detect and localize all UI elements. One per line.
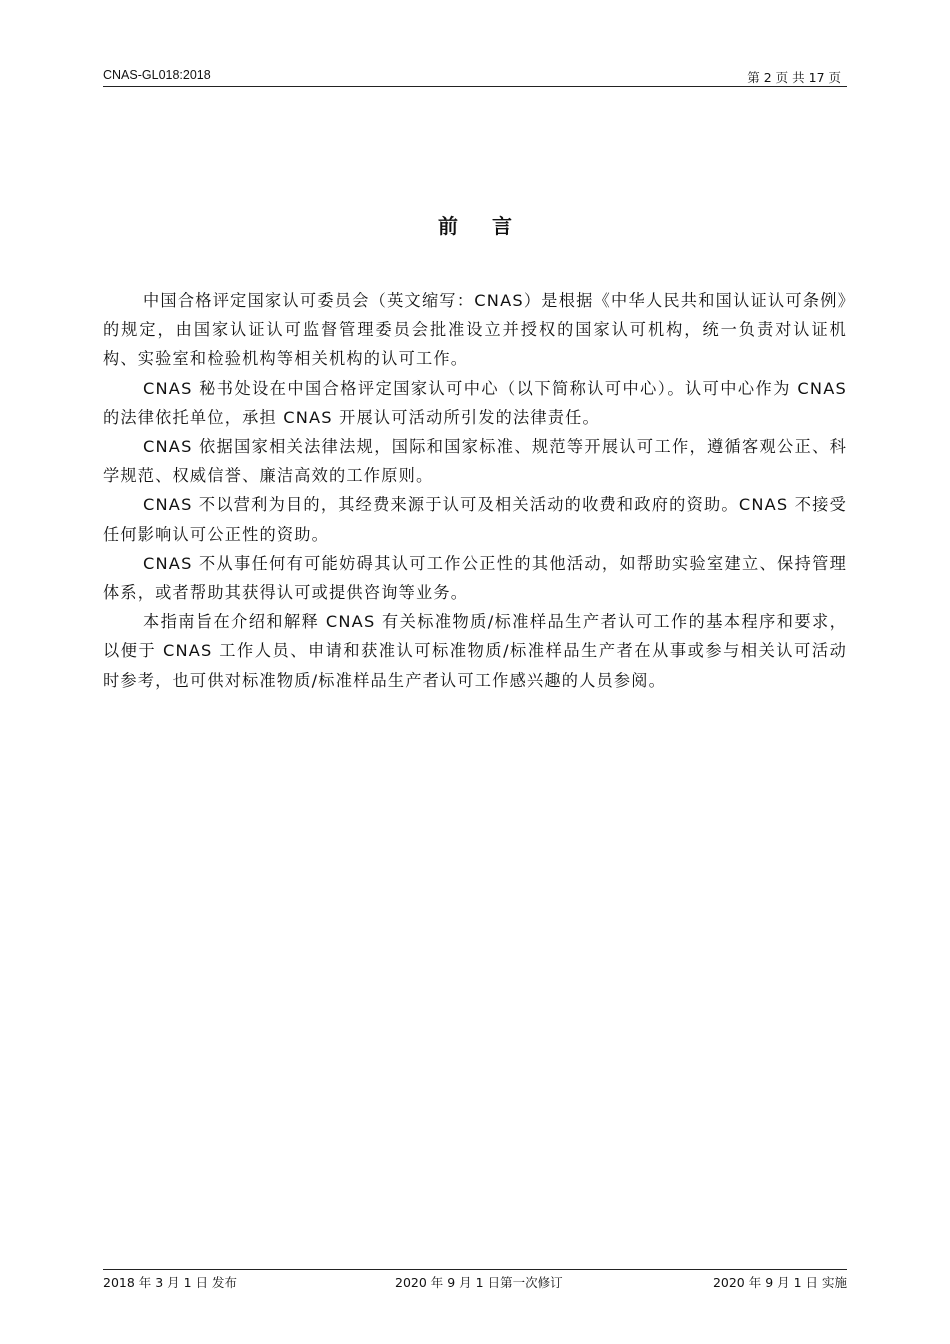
effective-date: 2020 年 9 月 1 日 实施 bbox=[712, 1275, 847, 1290]
page-footer bbox=[103, 1269, 847, 1290]
page-header bbox=[103, 66, 847, 87]
paragraph: 中国合格评定国家认可委员会（英文缩写：CNAS）是根据《中华人民共和国认证认可条例》的规定，由国家认证认可监督管理委员会批准设立并授权的国家认可机构，统一负责对认证机构、实验室和检验机构等相关机构的认可工作。 bbox=[103, 291, 847, 369]
revision-date: 2020 年 9 月 1 日第一次修订 bbox=[395, 1275, 563, 1290]
section-title: 前言 bbox=[438, 214, 546, 238]
preface-body bbox=[103, 286, 847, 695]
paragraph: CNAS 不从事任何有可能妨碍其认可工作公正性的其他活动，如帮助实验室建立、保持管理体系，或者帮助其获得认可或提供咨询等业务。 bbox=[103, 553, 847, 603]
paragraph: CNAS 不以营利为目的，其经费来源于认可及相关活动的收费和政府的资助。CNAS 不接受任何影响认可公正性的资助。 bbox=[103, 495, 847, 544]
page-number: 第 2 页 共 17 页 bbox=[747, 70, 841, 85]
paragraph: CNAS 依据国家相关法律法规，国际和国家标准、规范等开展认可工作，遵循客观公正、科学规范、权威信誉、廉洁高效的工作原则。 bbox=[103, 437, 847, 486]
paragraph: CNAS 秘书处设在中国合格评定国家认可中心（以下简称认可中心）。认可中心作为 CNAS 的法律依托单位，承担 CNAS 开展认可活动所引发的法律责任。 bbox=[103, 378, 847, 427]
issue-date: 2018 年 3 月 1 日 发布 bbox=[103, 1275, 238, 1290]
document-code: CNAS-GL018:2018 bbox=[103, 68, 211, 82]
paragraph: 本指南旨在介绍和解释 CNAS 有关标准物质/标准样品生产者认可工作的基本程序和要求，以便于 CNAS 工作人员、申请和获准认可标准物质/标准样品生产者在从事或参与相关认可活动时参考，也可供对标准物质/标准样品生产者认可工作感兴趣的人员参阅。 bbox=[103, 612, 847, 690]
